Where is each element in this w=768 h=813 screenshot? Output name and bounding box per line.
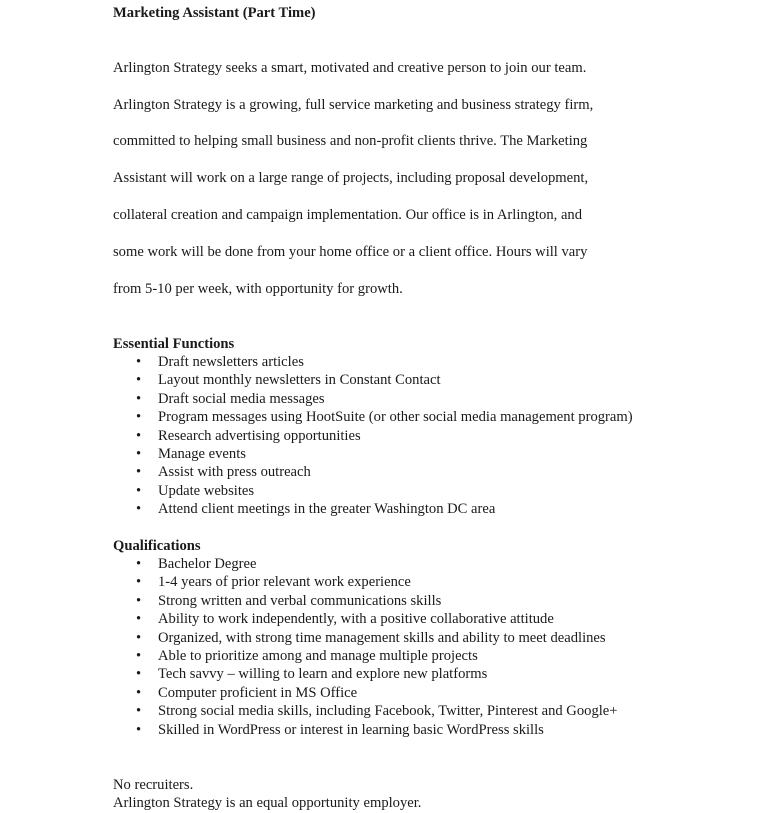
intro-line: Arlington Strategy is a growing, full service marketing and business strategy firm, [113,96,594,113]
intro-line: committed to helping small business and non-profit clients thrive. The Marketing [113,133,588,150]
footer-notes [113,776,673,813]
intro-paragraph [113,40,673,316]
essential-functions-list [113,353,673,519]
list-item: • Able to prioritize among and manage multiple projects [136,648,478,664]
equal-opportunity-note: Arlington Strategy is an equal opportunity employer. [113,795,422,812]
list-item: • Computer proficient in MS Office [136,684,358,701]
list-item: • Strong social media skills, including Facebook, Twitter, Pinterest and Google+ [136,703,618,720]
list-item: • Layout monthly newsletters in Constant Contact [136,372,441,389]
intro-line: Arlington Strategy seeks a smart, motivated and creative person to join our team. [113,59,587,76]
bullet-icon: • [136,409,142,426]
list-item: • Ability to work independently, with a positive collaborative attitude [136,611,554,628]
intro-line: Assistant will work on a large range of projects, including proposal development, [113,170,589,187]
bullet-icon: • [136,721,142,738]
bullet-icon: • [136,574,142,591]
bullet-icon: • [136,555,142,572]
no-recruiters-note: No recruiters. [113,777,194,794]
list-item: • Assist with press outreach [136,464,311,481]
list-item: • Skilled in WordPress or interest in learning basic WordPress skills [136,721,544,738]
job-title: Marketing Assistant (Part Time) [113,5,316,21]
bullet-icon: • [136,592,142,609]
list-item: • Organized, with strong time management skills and ability to meet deadlines [136,629,606,646]
bullet-icon: • [136,372,142,389]
list-item: • Update websites [136,482,255,499]
intro-line: some work will be done from your home office or a client office. Hours will vary [113,243,588,260]
bullet-icon: • [136,464,142,481]
list-item: • Attend client meetings in the greater Washington DC area [136,501,496,518]
list-item: • 1-4 years of prior relevant work experience [136,574,411,591]
bullet-icon: • [136,445,142,462]
qualifications-list [113,555,673,739]
bullet-icon: • [136,684,142,701]
list-item: • Strong written and verbal communications skills [136,592,442,609]
bullet-icon: • [136,703,142,720]
list-item: • Tech savvy – willing to learn and explore new platforms [136,666,488,683]
list-item: • Draft newsletters articles [136,353,304,370]
intro-line: collateral creation and campaign implementation. Our office is in Arlington, and [113,207,583,224]
bullet-icon: • [136,353,142,370]
bullet-icon: • [136,482,142,499]
list-item: • Manage events [136,445,246,462]
bullet-icon: • [136,611,142,628]
qualifications-heading: Qualifications [113,537,201,554]
list-item: • Draft social media messages [136,390,325,407]
essential-functions-heading: Essential Functions [113,335,235,352]
job-posting-document [113,4,673,813]
bullet-icon: • [136,390,142,407]
bullet-icon: • [136,501,142,518]
list-item: • Research advertising opportunities [136,427,361,444]
bullet-icon: • [136,648,142,664]
bullet-icon: • [136,666,142,683]
bullet-icon: • [136,629,142,646]
bullet-icon: • [136,427,142,444]
list-item: • Program messages using HootSuite (or other social media management program) [136,409,633,426]
intro-line: from 5-10 per week, with opportunity for growth. [113,280,403,297]
list-item: • Bachelor Degree [136,555,257,572]
